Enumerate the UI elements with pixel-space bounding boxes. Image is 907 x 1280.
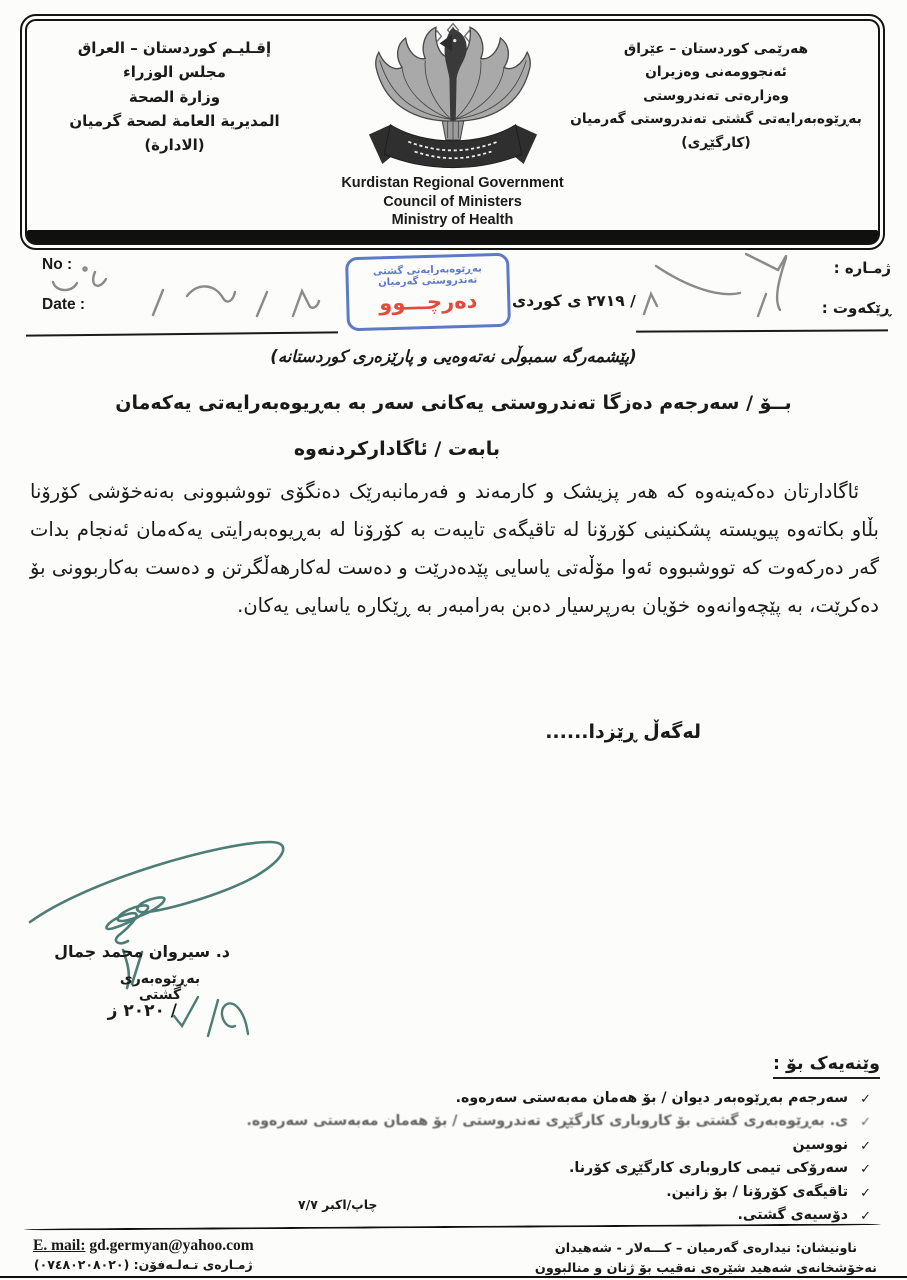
cc-item-text: تاقیگەی کۆرۆنا / بۆ زانین. xyxy=(666,1183,849,1200)
letterhead-arabic-block xyxy=(42,36,307,157)
stamp-directorate-text: بەڕێوەبەرایەتی گشتی تەندروستی گەرمیان xyxy=(372,263,483,289)
address-line: نەخۆشخانەی شەهید شێرەی نەقیب بۆ ژنان و منالبوون xyxy=(534,1260,877,1276)
kurdish-year-text: / ٢٧١٩ ی کوردی xyxy=(512,292,636,310)
eagle-emblem-graphic xyxy=(354,21,552,173)
signatory-name: د. سیروان محمد جمال xyxy=(54,942,230,961)
cc-item-text: نووسین xyxy=(792,1136,849,1153)
cc-item-text: دۆسیەی گشتی. xyxy=(737,1207,849,1224)
krg-eagle-emblem xyxy=(354,21,552,177)
phone-line: ژمـارەی تـەلـەفۆن: (٠٧٤٨٠٢٠٨٠٢٠) xyxy=(33,1257,253,1272)
reference-divider-right xyxy=(636,329,888,332)
letterhead-arabic-line: المديرية العامة لصحة گرميان xyxy=(69,111,280,130)
email-line xyxy=(33,1237,254,1255)
stamp-issued-text: دەرچـــوو xyxy=(378,288,478,316)
date-label-kurdish: ڕێکەوت : xyxy=(821,299,891,317)
letterhead-box xyxy=(20,14,885,250)
letterhead-arabic-line: مجلس الوزراء xyxy=(123,63,226,82)
no-label: No : xyxy=(42,256,73,273)
cc-list-item xyxy=(246,1157,871,1180)
eagle-tail xyxy=(442,121,463,140)
letterhead-english-line: Ministry of Health xyxy=(391,212,514,229)
checkmark-icon: ✓ xyxy=(860,1138,871,1154)
letterhead-english-line: Council of Ministers xyxy=(383,193,522,210)
letterhead-kurdish-line: وەزارەتی تەندروستی xyxy=(643,87,789,104)
peshmerga-motto: (پێشمەرگە سمبوڵی نەتەوەیی و پارێزەری کوردستانە) xyxy=(270,347,637,366)
letterhead-kurdish-line: (کارگێڕی) xyxy=(681,134,751,151)
letterhead-english-block xyxy=(341,174,563,230)
subject-line: بابەت / ئاگادارکردنەوە xyxy=(293,438,500,460)
eagle-left-wing xyxy=(375,27,452,121)
address-line: ناونیشان: نیدارەی گەرمیان – کـــەلار - شەهیدان xyxy=(554,1241,858,1256)
checkmark-icon: ✓ xyxy=(860,1209,871,1225)
closing-salutation: لەگەڵ ڕێزدا...... xyxy=(545,721,701,743)
letterhead-bottom-bar xyxy=(27,230,878,243)
reference-divider-left xyxy=(26,331,338,336)
cc-list-item xyxy=(246,1110,871,1133)
cc-item-text: ی. بەڕێوەبەری گشتی بۆ کاروباری کارگێڕی تەندروستی / بۆ هەمان مەبەستی سەرەوە. xyxy=(246,1113,849,1130)
cc-item-text: سەرۆکی تیمی کاروباری کارگێڕی کۆرنا. xyxy=(569,1160,849,1177)
letterhead-kurdish-block xyxy=(561,38,871,155)
footer-contact-block xyxy=(33,1237,254,1272)
letterhead-kurdish-line: بەڕێوەبەرایەتی گشتی تەندروستی گەرمیان xyxy=(570,111,862,128)
page-bottom-rule xyxy=(0,1276,907,1278)
cc-item-text: سەرجەم بەڕێوەبەر دیوان / بۆ هەمان مەبەستی سەرەوە. xyxy=(455,1090,849,1106)
outgoing-stamp xyxy=(345,253,511,332)
letterhead-arabic-line: (الادارة) xyxy=(144,136,205,155)
letterhead-arabic-line: وزارة الصحة xyxy=(128,87,221,106)
cc-list-item xyxy=(246,1087,871,1110)
cc-list-item xyxy=(246,1134,871,1157)
email-address: gd.germyan@yahoo.com xyxy=(89,1237,254,1254)
date-label: Date : xyxy=(42,296,86,313)
letterhead-english-line: Kurdistan Regional Government xyxy=(341,175,564,191)
footer-address-block xyxy=(535,1239,877,1279)
number-label-kurdish: ژمـاره : xyxy=(833,259,891,277)
cc-heading: وێنەیەک بۆ : xyxy=(773,1054,880,1079)
letter-body-paragraph: ئاگادارتان دەکەینەوە کە هەر پزیشک و کارمەند و فەرمانبەرێک دەنگۆی تووشبوونی بەنەخۆشی کۆرۆنا بڵاو بکاتەوە پیویستە پشکنینی کۆرۆنا لە تاقیگەی تایبەت بە کۆرۆنا لە بەڕیوەبەرایتی یەکەمان ئەنجام بدات گەر دەرکەوت کە تووشبووە ئەوا مۆڵەتی یاسایی پێدەدرێت و دەست لەکارهەڵگرتن و دەست بەکاربوونی بۆ دەکرێت، بە پێچەوانەوە خۆیان بەرپرسیار دەبن بەرامبەر بە ڕێکارە یاسایی یەکان. xyxy=(30,480,879,617)
checkmark-icon: ✓ xyxy=(860,1115,871,1131)
letterhead-arabic-line: إقـليـم كوردستان – العراق xyxy=(77,39,272,57)
signatory-title: بەڕێوەبەری گشتی xyxy=(119,971,201,1003)
checkmark-icon: ✓ xyxy=(860,1092,871,1107)
letterhead-kurdish-line: هەرێمی کوردستان – عێراق xyxy=(623,41,809,57)
signature-date: / ٢٠٢٠ ز xyxy=(107,1001,177,1021)
letterhead-kurdish-line: ئەنجوومەنی وەزیران xyxy=(645,64,787,81)
addressee-line: بــۆ / سەرجەم دەزگا تەندروستی یەکانی سەر بە بەڕیوەبەرایەتی یەکەمان xyxy=(115,392,792,414)
email-label: E. mail: xyxy=(33,1237,86,1254)
checkmark-icon: ✓ xyxy=(860,1162,871,1178)
print-note: چاپ/اکبر ٧/٧ xyxy=(298,1197,378,1212)
checkmark-icon: ✓ xyxy=(860,1185,871,1201)
